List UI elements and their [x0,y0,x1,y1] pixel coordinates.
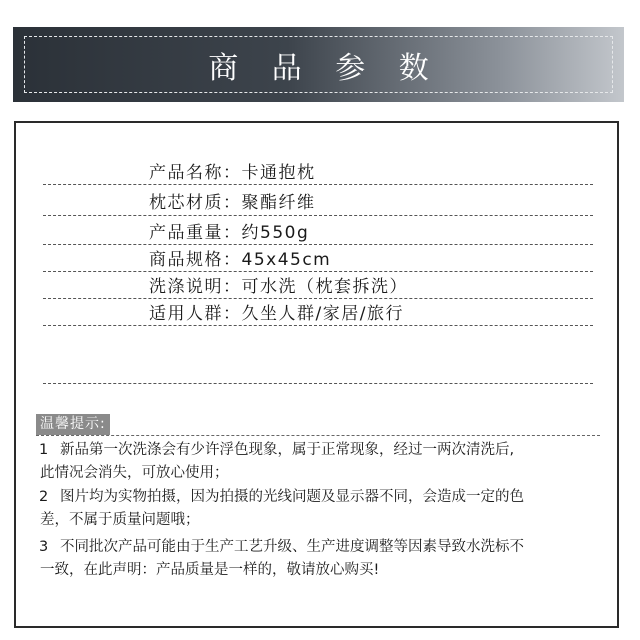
spec-label: 适用人群： [149,304,242,324]
spec-row-audience [149,304,404,324]
tip-number: 3 [39,539,49,555]
spec-panel [14,121,619,628]
tip-number: 2 [39,489,49,505]
spec-row-name [149,163,316,183]
spec-divider [43,215,593,216]
spec-row-material [149,193,316,213]
tips-heading: 温馨提示: [36,414,110,435]
spec-value: 聚酯纤维 [241,193,316,213]
spec-divider [43,184,593,185]
tip-note-1 [36,439,612,485]
spec-divider [43,325,593,326]
spec-value: 久坐人群/家居/旅行 [241,304,404,324]
header-banner [13,27,624,102]
tip-text-continued: 差，不属于质量问题哦； [40,512,200,528]
spec-divider [43,244,593,245]
banner-title: 商 品 参 数 [208,50,441,86]
tip-text: 不同批次产品可能由于生产工艺升级、生产进度调整等因素导致水洗标不 [60,539,524,555]
spec-value: 约550g [241,223,310,243]
spec-label: 洗涤说明： [149,277,242,297]
spec-divider [43,271,593,272]
spec-value: 45x45cm [241,250,332,270]
tip-note-3 [36,536,612,582]
spec-row-weight [149,223,309,243]
tips-divider [36,435,600,436]
spec-value: 卡通抱枕 [241,163,316,183]
tip-text-continued: 一致，在此声明：产品质量是一样的，敬请放心购买! [40,562,380,578]
tip-note-2 [36,486,612,532]
tip-text: 新品第一次洗涤会有少许浮色现象，属于正常现象，经过一两次清洗后, [60,442,515,458]
spec-label: 商品规格： [149,250,242,270]
spec-label: 枕芯材质： [149,193,242,213]
spec-label: 产品名称： [149,163,242,183]
spec-value: 可水洗（枕套拆洗） [241,277,408,297]
spec-divider [43,298,593,299]
tip-text-continued: 此情况会消失，可放心使用； [40,465,229,481]
spec-divider [43,383,593,384]
spec-row-wash [149,277,408,297]
spec-row-size [149,250,331,270]
tip-number: 1 [39,442,49,458]
tip-text: 图片均为实物拍摄，因为拍摄的光线问题及显示器不同，会造成一定的色 [60,489,524,505]
spec-label: 产品重量： [149,223,242,243]
